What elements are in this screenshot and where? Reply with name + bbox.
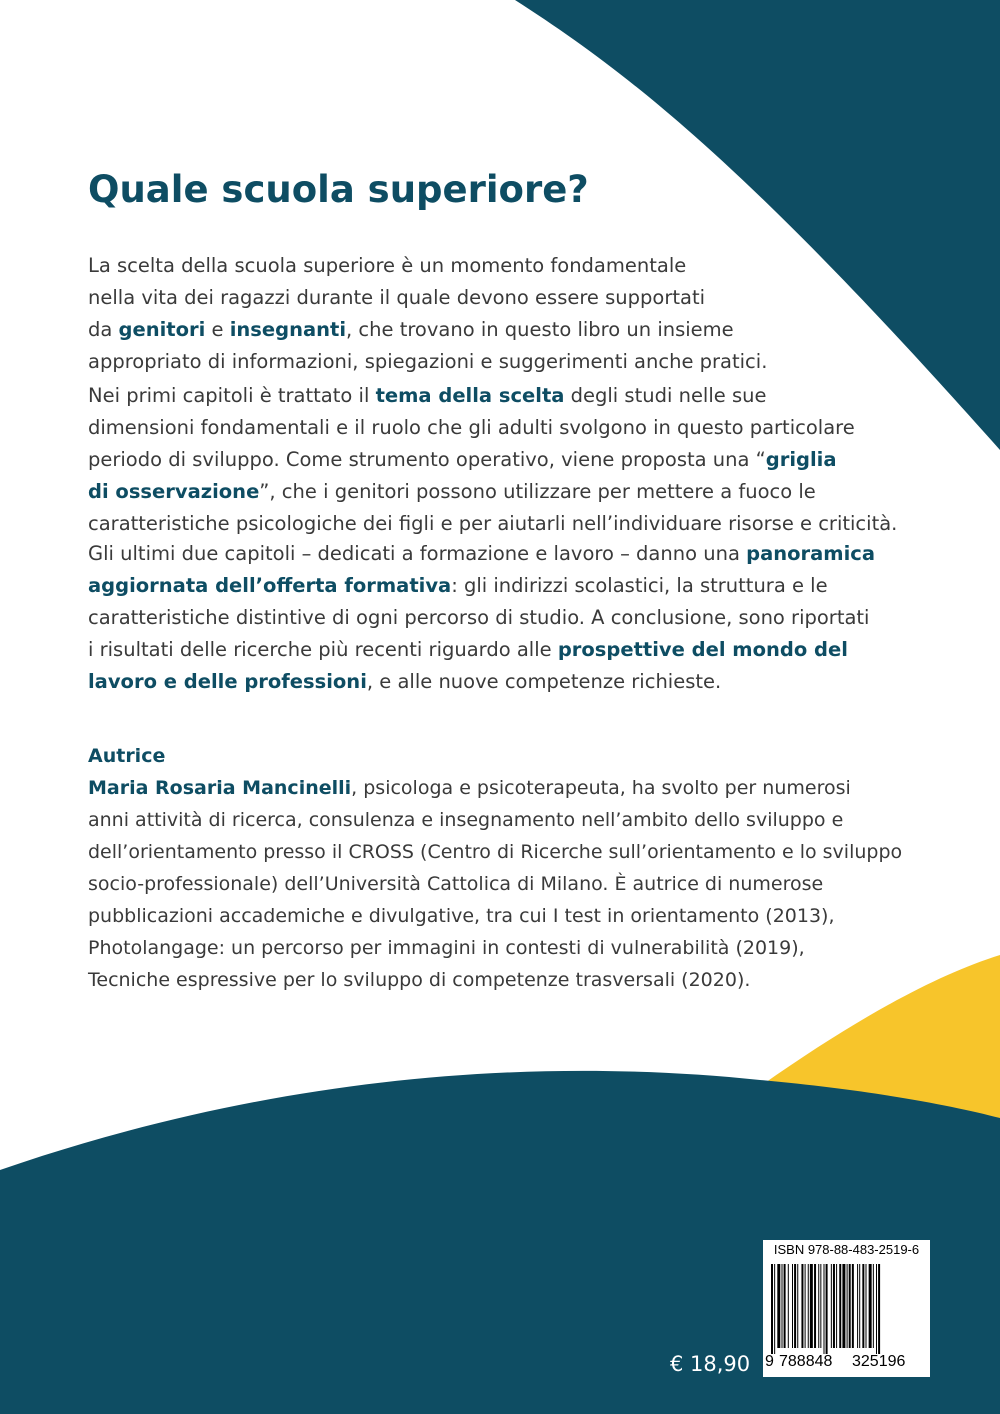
barcode-bar [847, 1264, 848, 1348]
text-line: caratteristiche psicologiche dei figli e per aiutarli nell’individuare risorse e criticità. [88, 512, 898, 535]
price-label: € 18,90 [670, 1352, 751, 1376]
choice-paragraph [88, 380, 928, 540]
text-line: lavoro e delle professioni, e alle nuove competenze richieste. [88, 670, 722, 693]
barcode-bar [852, 1264, 854, 1348]
text-line: anni attività di ricerca, consulenza e insegnamento nell’ambito dello sviluppo e [88, 809, 844, 831]
barcode-bar [824, 1264, 825, 1354]
barcode-bar [866, 1264, 867, 1348]
barcode-bar [878, 1264, 880, 1354]
barcode-bar [814, 1264, 816, 1348]
barcode-bar [805, 1264, 806, 1348]
barcode-bar [876, 1264, 877, 1354]
barcode-digits-left: 788848 [779, 1353, 833, 1370]
text-line: Maria Rosaria Mancinelli, psicologa e psicoterapeuta, ha svolto per numerosi [88, 777, 851, 799]
isbn-label: ISBN 978-88-483-2519-6 [773, 1242, 920, 1257]
bold-text: insegnanti [229, 318, 347, 341]
author-heading: Autrice [88, 745, 166, 767]
barcode-bar [801, 1264, 803, 1348]
barcode-bar [826, 1264, 828, 1354]
text-line: Tecniche espressive per lo sviluppo di competenze trasversali (2020). [88, 969, 751, 991]
text-line: appropriato di informazioni, spiegazioni e suggerimenti anche pratici. [88, 350, 768, 373]
bold-text: tema della scelta [375, 384, 565, 407]
barcode-bar [857, 1264, 858, 1348]
page-title: Quale scuola superiore? [88, 168, 589, 211]
bold-text: panoramica [746, 542, 876, 565]
barcode-bar [862, 1264, 864, 1348]
barcode-bar [831, 1264, 832, 1348]
text-line: periodo di sviluppo. Come strumento operativo, viene proposta una “griglia [88, 448, 837, 471]
bold-text: prospettive del mondo del [557, 638, 848, 661]
barcode-bar [873, 1264, 874, 1348]
text-line: Nei primi capitoli è trattato il tema della scelta degli studi nelle sue [88, 384, 767, 407]
text-line: Photolangage: un percorso per immagini in contesti di vulnerabilità (2019), [88, 937, 805, 959]
bold-text: di osservazione [88, 480, 260, 503]
barcode-bar [792, 1264, 793, 1348]
barcode-bar [782, 1264, 783, 1348]
barcode-bar [777, 1264, 780, 1348]
barcode-digit-first: 9 [765, 1353, 774, 1370]
barcode-bar [784, 1264, 786, 1348]
text-line: Gli ultimi due capitoli – dedicati a formazione e lavoro – danno una panoramica [88, 542, 876, 565]
bold-text: genitori [118, 318, 206, 341]
text-line: pubblicazioni accademiche e divulgative, tra cui I test in orientamento (2013), [88, 905, 835, 927]
training-paragraph [88, 538, 928, 698]
barcode-bar [869, 1264, 872, 1348]
text-line: dell’orientamento presso il CROSS (Centro di Ricerche sull’orientamento e lo sviluppo [88, 841, 903, 863]
barcode-bar [820, 1264, 821, 1348]
text-line: aggiornata dell’offerta formativa: gli indirizzi scolastici, la struttura e le [88, 574, 828, 597]
barcode-bar [771, 1264, 773, 1354]
bold-text: Maria Rosaria Mancinelli [88, 777, 352, 799]
barcode-bar [859, 1264, 860, 1348]
text-line: dimensioni fondamentali e il ruolo che gli adulti svolgono in questo particolare [88, 416, 855, 439]
text-line: nella vita dei ragazzi durante il quale devono essere supportati [88, 286, 706, 309]
text-line: da genitori e insegnanti, che trovano in questo libro un insieme [88, 318, 734, 341]
barcode-bar [808, 1264, 809, 1348]
text-line: di osservazione”, che i genitori possono utilizzare per mettere a fuoco le [88, 480, 816, 503]
barcode-bar [842, 1264, 845, 1348]
barcode-bar [833, 1264, 835, 1348]
barcode-bar [810, 1264, 813, 1348]
barcode-bar [788, 1264, 789, 1348]
barcode-bar [794, 1264, 796, 1348]
isbn-barcode [763, 1240, 930, 1377]
barcode-digits [763, 1353, 930, 1373]
barcode-bars [769, 1264, 924, 1354]
author-bio [88, 772, 928, 996]
barcode-bar [839, 1264, 841, 1348]
text-line: socio-professionale) dell’Università Cattolica di Milano. È autrice di numerose [88, 873, 824, 895]
text-line: caratteristiche distintive di ogni percorso di studio. A conclusione, sono riportati [88, 606, 870, 629]
barcode-bar [849, 1264, 851, 1348]
barcode-bar [818, 1264, 819, 1348]
barcode-bar [797, 1264, 798, 1348]
intro-paragraph [88, 250, 928, 378]
bold-text: griglia [765, 448, 837, 471]
text-line: La scelta della scuola superiore è un momento fondamentale [88, 254, 687, 277]
text-line: i risultati delle ricerche più recenti riguardo alle prospettive del mondo del [88, 638, 848, 661]
author-section [88, 740, 928, 996]
barcode-bar [774, 1264, 775, 1354]
barcode-digits-right: 325196 [852, 1353, 906, 1370]
barcode-bar [836, 1264, 837, 1348]
bold-text: lavoro e delle professioni [88, 670, 367, 693]
bold-text: aggiornata dell’offerta formativa [88, 574, 452, 597]
